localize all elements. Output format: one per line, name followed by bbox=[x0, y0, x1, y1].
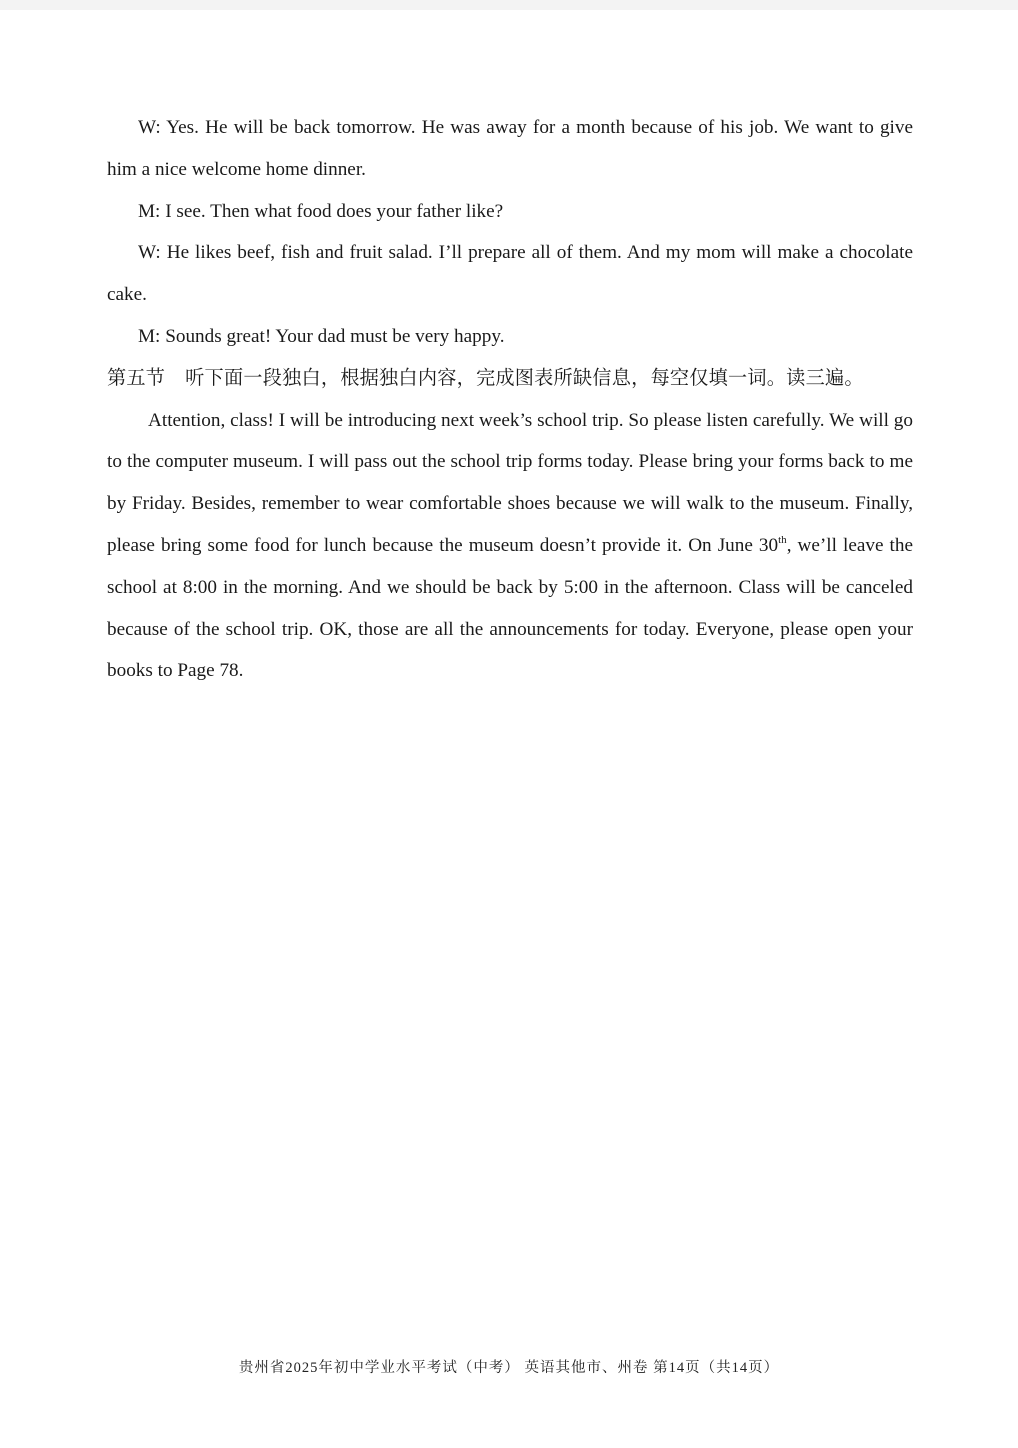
section-heading bbox=[107, 358, 913, 400]
speaker-label: W: bbox=[138, 117, 161, 138]
speaker-label: M: bbox=[138, 200, 161, 222]
page-footer: 贵州省2025年初中学业水平考试（中考） 英语其他市、州卷 第14页（共14页） bbox=[238, 1360, 780, 1376]
transcript-body bbox=[107, 107, 913, 692]
dialogue-text: Yes. He will be back tomorrow. He was away for a month because of his job. We want to give him a nice welcome home dinner. bbox=[107, 117, 913, 180]
dialogue-text: He likes beef, fish and fruit salad. I’ll prepare all of them. And my mom will make a chocolate cake. bbox=[107, 242, 914, 306]
monologue-text-part2: , we’ll leave the school at 8:00 in the morning. And we should be back by 5:00 in the afternoon. Class will be canceled because of the school trip. OK, those are all the announcements for today. Everyone, please open your books to Page 78. bbox=[107, 534, 913, 682]
page-top-band bbox=[0, 0, 1018, 10]
dialogue-text: I see. Then what food does your father like? bbox=[165, 200, 504, 222]
speaker-label: M: bbox=[138, 325, 161, 347]
speaker-label: W: bbox=[138, 242, 161, 264]
dialogue-line bbox=[107, 232, 913, 316]
dialogue-line bbox=[107, 191, 913, 233]
monologue-text-part1: Attention, class! I will be introducing next week’s school trip. So please listen carefully. We will go to the computer museum. I will pass out the school trip forms today. Please bring your forms back to me by Friday. Besides, remember to wear comfortable shoes because we will walk to the museum. Finally, please bring some food for lunch because the museum doesn’t provide it. On June 30 bbox=[107, 409, 913, 556]
dialogue-line bbox=[107, 107, 913, 191]
section-label: 第五节 bbox=[107, 367, 166, 389]
section-instruction: 听下面一段独白，根据独白内容，完成图表所缺信息，每空仅填一词。读三遍。 bbox=[185, 367, 864, 389]
ordinal-suffix: th bbox=[778, 533, 787, 546]
monologue-paragraph bbox=[107, 400, 913, 693]
dialogue-text: Sounds great! Your dad must be very happy. bbox=[165, 325, 505, 347]
dialogue-line bbox=[107, 316, 913, 358]
